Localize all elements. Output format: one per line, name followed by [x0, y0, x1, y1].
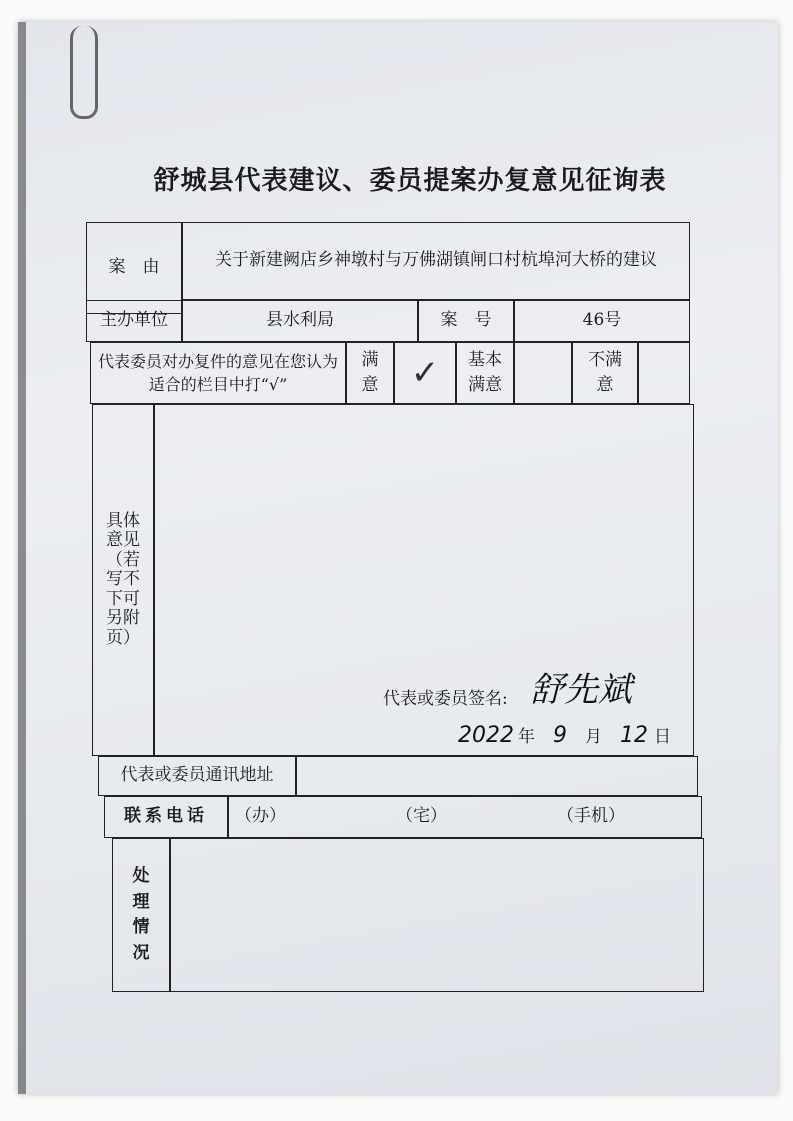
phone-home[interactable]: （宅） — [396, 806, 447, 827]
option-basic-checkbox[interactable] — [514, 342, 572, 404]
opinion-prompt: 代表委员对办复件的意见在您认为适合的栏目中打“√” — [90, 342, 346, 404]
phone-office[interactable]: （办） — [235, 806, 286, 827]
address-value[interactable] — [296, 756, 698, 796]
check-mark-icon: ✓ — [410, 352, 440, 393]
phone-label: 联系电话 — [104, 796, 228, 838]
option-unsatisfied-checkbox[interactable] — [638, 342, 690, 404]
address-label: 代表或委员通讯地址 — [98, 756, 296, 796]
handling-content[interactable] — [170, 838, 704, 992]
case-number-value: 46号 — [514, 300, 690, 342]
sign-date — [458, 722, 671, 748]
option-satisfied-checkbox[interactable] — [394, 342, 456, 404]
form-title: 舒城县代表建议、委员提案办复意见征询表 — [153, 166, 667, 196]
signature-handwritten: 舒先斌 — [530, 670, 632, 710]
case-number-label: 案 号 — [418, 300, 514, 342]
option-unsatisfied-label: 不满意 — [572, 342, 638, 404]
date-month-unit: 月 — [585, 727, 602, 747]
host-unit-value: 县水利局 — [182, 300, 418, 342]
host-unit-label: 主办单位 — [86, 300, 182, 342]
date-year-unit: 年 — [518, 727, 535, 747]
option-basic-label: 基本满意 — [456, 342, 514, 404]
date-day-unit: 日 — [654, 727, 671, 747]
case-reason-text: 关于新建阙店乡神墩村与万佛湖镇闸口村杭埠河大桥的建议 — [182, 222, 690, 300]
signature-label: 代表或委员签名: — [383, 689, 508, 709]
phone-fields — [228, 796, 702, 838]
detail-label: 具体意见（若写不下可另附页） — [92, 404, 154, 756]
phone-mobile[interactable]: （手机） — [557, 806, 625, 827]
scan-edge-shadow — [18, 22, 26, 1094]
option-satisfied-label: 满意 — [346, 342, 394, 404]
handling-label: 处理情况 — [112, 838, 170, 992]
date-year: 2022 — [458, 723, 514, 748]
date-month: 9 — [553, 723, 567, 748]
case-reason-label: 案 由 — [86, 222, 182, 314]
date-day: 12 — [620, 723, 648, 748]
paperclip-icon — [70, 26, 98, 119]
